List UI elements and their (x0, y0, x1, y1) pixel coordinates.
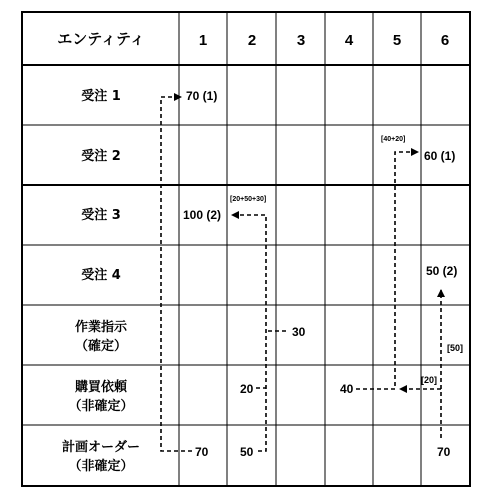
cell-order2-period6: 60 (1) (424, 149, 456, 163)
row-label-work-order: 作業指示 (74, 320, 128, 335)
row-label-planned-order-status: （非確定） (68, 459, 134, 474)
header-period-6: 6 (440, 32, 450, 49)
arrow-purchase-p4-to-order2 (356, 152, 418, 389)
cell-planned-period1: 70 (195, 445, 209, 459)
row-label-order-4: 受注 4 (81, 268, 121, 283)
header-entity-label: エンティティ (57, 31, 145, 48)
annotation-order3-breakdown: [20+50+30] (230, 196, 267, 203)
cell-purchase-period4: 40 (340, 382, 354, 396)
cell-workorder-period3: 30 (292, 325, 306, 339)
row-label-order-3: 受注 3 (81, 208, 121, 223)
pegging-arrows (161, 97, 441, 451)
row-label-work-order-status: （確定） (74, 339, 128, 354)
header-period-1: 1 (198, 32, 208, 49)
arrow-planned-p1-to-order1 (161, 97, 192, 451)
header-period-5: 5 (392, 32, 402, 49)
row-label-order-1: 受注 1 (81, 89, 121, 104)
row-label-purchase-request-status: （非確定） (68, 399, 134, 414)
cell-planned-period6: 70 (437, 445, 451, 459)
cell-order4-period6: 50 (2) (426, 264, 458, 278)
table-border (22, 12, 470, 486)
annotation-order2-breakdown: [40+20] (381, 136, 406, 143)
annotation-purchase-p6-flow: [20] (421, 375, 438, 385)
row-label-order-2: 受注 2 (81, 149, 121, 164)
header-period-3: 3 (296, 32, 306, 49)
header-period-4: 4 (344, 32, 354, 49)
cell-order3-period1: 100 (2) (183, 208, 222, 222)
row-label-purchase-request: 購買依頼 (74, 380, 128, 395)
grid (22, 12, 470, 486)
annotation-planned-p6-flow: [50] (447, 343, 464, 353)
arrow-planned-p2-to-order3 (232, 215, 266, 451)
cell-order1-period1: 70 (1) (186, 89, 218, 103)
cell-purchase-period2: 20 (240, 382, 254, 396)
header-period-2: 2 (247, 32, 257, 49)
cell-planned-period2: 50 (240, 445, 254, 459)
row-label-planned-order: 計画オーダー (61, 440, 141, 455)
